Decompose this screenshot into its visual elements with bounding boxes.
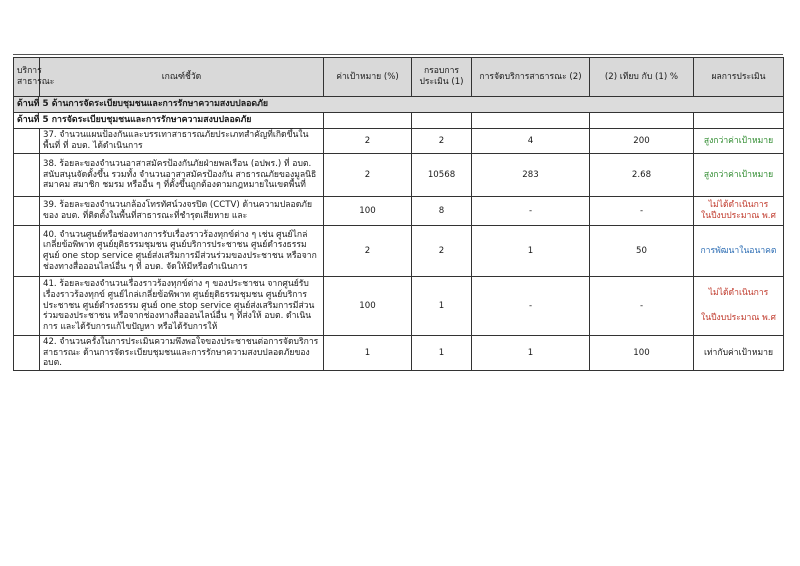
indicator-cell: 42. จำนวนครั้งในการประเมินความพึงพอใจของประชาชนต่อการจัดบริการสาธารณะ ด้านการจัดระเบียบชุมชนและการรักษาความสงบปลอดภัยของ อบต.	[40, 335, 324, 370]
public-service-cell: -	[472, 276, 590, 335]
result-cell: สูงกว่าค่าเป้าหมาย	[694, 128, 784, 153]
sub-section-title: ด้านที่ 5 การจัดระเบียบชุมชนและการรักษาความสงบปลอดภัย	[14, 112, 324, 128]
top-rule	[13, 54, 783, 55]
framework-cell: 1	[412, 335, 472, 370]
public-service-cell: -	[472, 196, 590, 225]
header-public-service: การจัดบริการสาธารณะ (2)	[472, 58, 590, 97]
result-line-1: ไม่ได้ดำเนินการ	[708, 200, 769, 211]
compare-cell: -	[590, 196, 694, 225]
sub-section-row	[14, 112, 784, 128]
evaluation-table	[13, 57, 784, 371]
table-row	[14, 128, 784, 153]
target-cell: 2	[324, 153, 412, 196]
result-line-2: ในปีงบประมาณ พ.ศ	[701, 312, 776, 323]
result-line-1: ไม่ได้ดำเนินการ	[708, 288, 769, 299]
framework-cell: 1	[412, 276, 472, 335]
indicator-cell: 39. ร้อยละของจำนวนกล้องโทรทัศน์วงจรปิด (CCTV) ด้านความปลอดภัยของ อบต. ที่ติดตั้งในพื้นที่สาธารณะที่ชำรุดเสียหาย และ	[40, 196, 324, 225]
header-compare: (2) เทียบ กับ (1) %	[590, 58, 694, 97]
result-cell	[694, 276, 784, 335]
compare-cell: 100	[590, 335, 694, 370]
header-result: ผลการประเมิน	[694, 58, 784, 97]
target-cell: 100	[324, 196, 412, 225]
public-service-cell: 1	[472, 335, 590, 370]
result-line-2: ในปีงบประมาณ พ.ศ	[701, 210, 776, 221]
header-service: บริการสาธารณะ	[14, 58, 40, 97]
table-row	[14, 225, 784, 276]
header-indicator: เกณฑ์ชี้วัด	[40, 58, 324, 97]
indicator-cell: 38. ร้อยละของจำนวนอาสาสมัครป้องกันภัยฝ่ายพลเรือน (อปพร.) ที่ อบต. สนับสนุนจัดตั้งขึ้น รวมทั้ง จำนวนอาสาสมัครป้องกัน สาธารณภัยของมูลนิธิ สมาคม สมาชิก ชมรม หรืออื่น ๆ ที่ตั้งขึ้นถูกต้องตามกฎหมายในเขตพื้นที่	[40, 153, 324, 196]
indicator-cell: 37. จำนวนแผนป้องกันและบรรเทาสาธารณภัยประเภทสำคัญที่เกิดขึ้นในพื้นที่ ที่ อบต. ได้ดำเนินการ	[40, 128, 324, 153]
compare-cell: 2.68	[590, 153, 694, 196]
table-row	[14, 335, 784, 370]
target-cell: 2	[324, 225, 412, 276]
table-row	[14, 276, 784, 335]
target-cell: 2	[324, 128, 412, 153]
public-service-cell: 1	[472, 225, 590, 276]
header-target: ค่าเป้าหมาย (%)	[324, 58, 412, 97]
result-cell	[694, 196, 784, 225]
table-row	[14, 196, 784, 225]
target-cell: 1	[324, 335, 412, 370]
table-header-row	[14, 58, 784, 97]
section-title: ด้านที่ 5 ด้านการจัดระเบียบชุมชนและการรักษาความสงบปลอดภัย	[14, 97, 784, 113]
framework-cell: 2	[412, 128, 472, 153]
indicator-cell: 40. จำนวนศูนย์หรือช่องทางการรับเรื่องราวร้องทุกข์ต่าง ๆ เช่น ศูนย์ไกล่เกลี่ยข้อพิพาท ศูนย์ยุติธรรมชุมชน ศูนย์บริการประชาชน ศูนย์ดำรงธรรม ศูนย์ one stop service ศูนย์ส่งเสริมการมีส่วนร่วมของประชาชน หรือจากช่องทางสื่อออนไลน์อื่น ๆ ที่ อบต. จัดให้มีหรือดำเนินการ	[40, 225, 324, 276]
result-cell: สูงกว่าค่าเป้าหมาย	[694, 153, 784, 196]
header-framework: กรอบการประเมิน (1)	[412, 58, 472, 97]
result-cell: การพัฒนาในอนาคต	[694, 225, 784, 276]
public-service-cell: 4	[472, 128, 590, 153]
section-row	[14, 97, 784, 113]
table-row	[14, 153, 784, 196]
framework-cell: 10568	[412, 153, 472, 196]
compare-cell: 50	[590, 225, 694, 276]
compare-cell: -	[590, 276, 694, 335]
target-cell: 100	[324, 276, 412, 335]
framework-cell: 8	[412, 196, 472, 225]
result-cell: เท่ากับค่าเป้าหมาย	[694, 335, 784, 370]
indicator-cell: 41. ร้อยละของจำนวนเรื่องราวร้องทุกข์ต่าง ๆ ของประชาชน จากศูนย์รับเรื่องราวร้องทุกข์ ศูนย์ไกล่เกลี่ยข้อพิพาท ศูนย์ยุติธรรมชุมชน ศูนย์บริการประชาชน ศูนย์ดำรงธรรม ศูนย์ one stop service ศูนย์ส่งเสริมการมีส่วนร่วมของประชาชน หรือจากช่องทางสื่อออนไลน์อื่น ๆ ที่ส่งให้ อบต. ดำเนินการ และได้รับการแก้ไขปัญหา หรือได้รับการให้	[40, 276, 324, 335]
public-service-cell: 283	[472, 153, 590, 196]
framework-cell: 2	[412, 225, 472, 276]
compare-cell: 200	[590, 128, 694, 153]
